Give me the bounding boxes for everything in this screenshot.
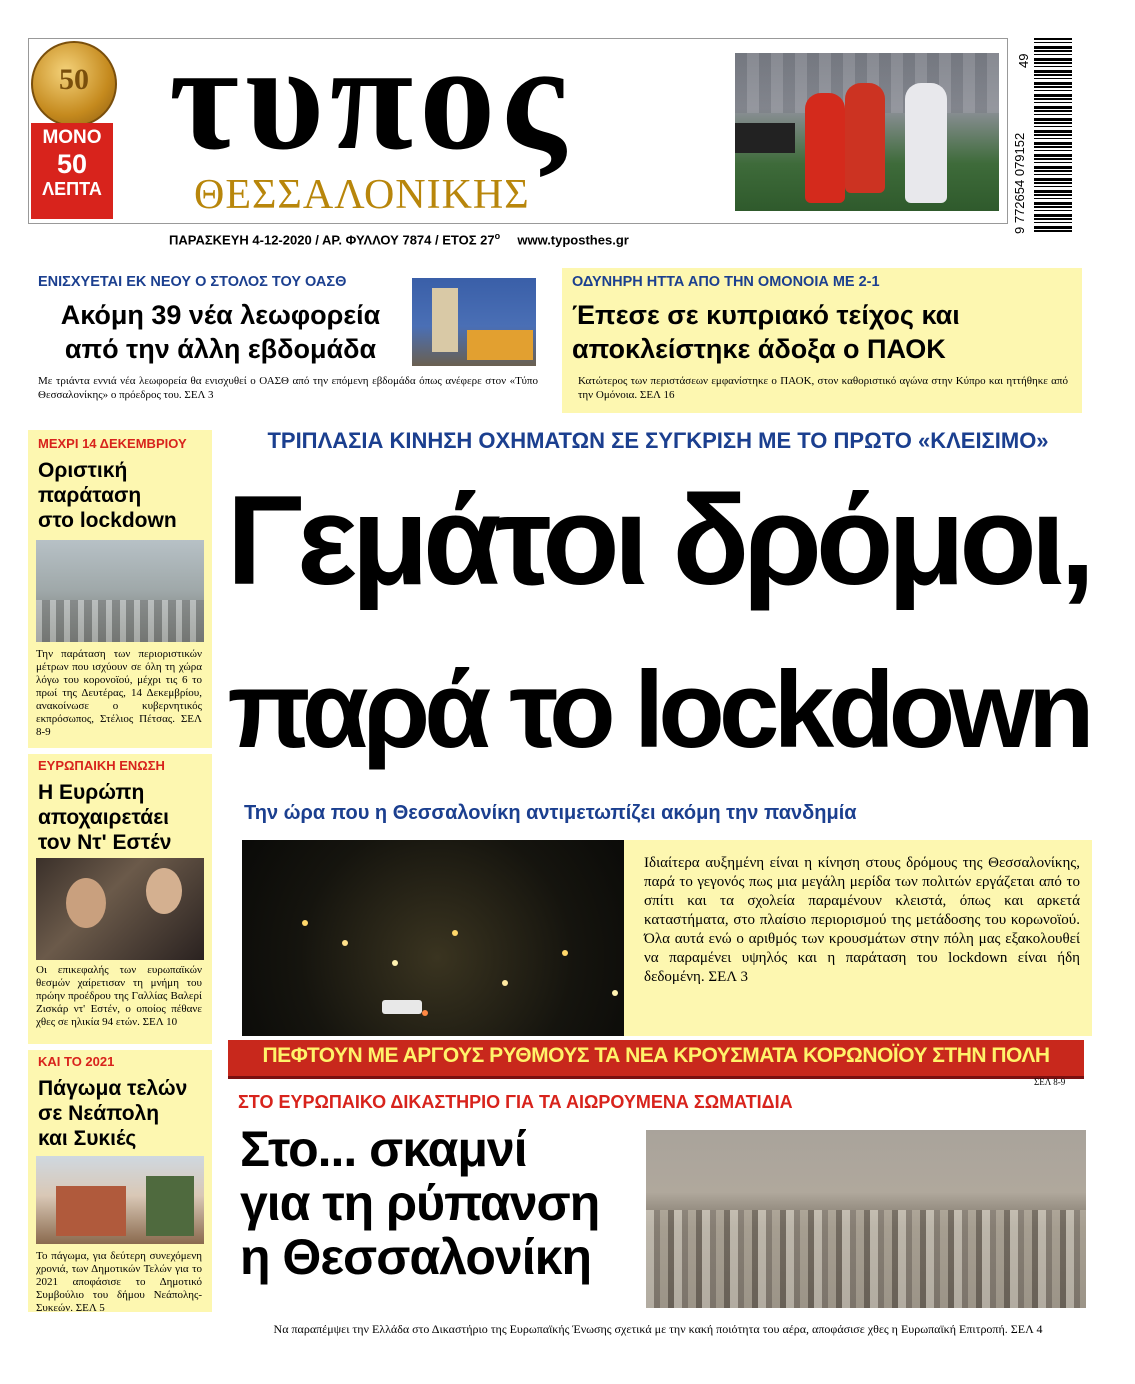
football-photo [735,53,999,211]
city-smog-photo [646,1130,1086,1308]
sidebar-1-headline-line-3: στο lockdown [38,509,177,532]
bottom-headline [240,1122,599,1284]
top-story-oasth[interactable] [28,268,553,413]
sidebar-3-headline-line-3: και Συκιές [38,1127,137,1150]
price-line-3: ΛΕΠΤΑ [42,179,102,199]
sidebar-story-destaing[interactable] [28,754,212,1044]
dateline-ordinal: ο [494,231,501,241]
newspaper-logo-sub: ΘΕΣΣΑΛΟΝΙΚΗΣ [194,172,530,218]
top-story-1-headline [28,298,413,366]
top-story-1-summary: Με τριάντα εννιά νέα λεωφορεία θα ενισχυθεί ο ΟΑΣΘ από την επόμενη εβδομάδα όπως ανέφερε στον «Τύπο Θεσσαλονίκης» ο πρόεδρος του. ΣΕΛ 3 [38,375,538,401]
masthead [28,13,1008,248]
night-traffic-photo [242,840,632,1036]
sidebar-2-headline-line-2: αποχαιρετάει [38,806,170,829]
barcode [1012,38,1072,238]
coin-image [31,41,117,127]
sidebar-3-kicker: ΚΑΙ ΤΟ 2021 [38,1054,115,1069]
bottom-story[interactable] [224,1086,1092,1342]
dateline-text: ΠΑΡΑΣΚΕΥΗ 4-12-2020 / ΑΡ. ΦΥΛΛΟΥ 7874 / ΕΤΟΣ 27 [169,232,495,248]
top-story-2-headline-line-2: αποκλείστηκε άδοξα ο ΠΑΟΚ [572,334,946,364]
sidebar-2-summary: Οι επικεφαλής των ευρωπαϊκών θεσμών χαίρετισαν τη μνήμη του πρώην προέδρου της Γαλλίας Βαλερί Ζισκάρ ντ' Εστέν, ο οποίος πέθανε χθες σε ηλικία 94 ετών. ΣΕΛ 10 [36,964,202,1028]
bottom-kicker: ΣΤΟ ΕΥΡΩΠΑΙΚΟ ΔΙΚΑΣΤΗΡΙΟ ΓΙΑ ΤΑ ΑΙΩΡΟΥΜΕΝΑ ΣΩΜΑΤΙΔΙΑ [238,1092,793,1112]
price-badge [31,123,113,219]
lead-headline-line-1: Γεμάτοι δρόμοι, [226,469,1090,611]
sidebar-1-kicker: ΜΕΧΡΙ 14 ΔΕΚΕΜΒΡΙΟΥ [38,436,187,451]
bottom-summary: Να παραπέμψει την Ελλάδα στο Δικαστήριο της Ευρωπαϊκής Ένωσης σχετικά με την κακή ποιότητα του αέρα, αποφάσισε χθες η Ευρωπαϊκή Επιτροπή. ΣΕΛ 4 [273,1322,1043,1336]
bottom-headline-line-3: η Θεσσαλονίκη [240,1229,592,1285]
barcode-issue: 49 [1016,53,1031,68]
lead-body: Ιδιαίτερα αυξημένη είναι η κίνηση στους δρόμους της Θεσσαλονίκης, παρά το γεγονός πως μια μεγάλη μερίδα των πολιτών εργάζεται από το σπίτι και τα σχολεία παραμένουν κλειστά, όπως και αρκετά καταστήματα, στο πλαίσιο περιορισμού της μετάδοσης του κορωνοϊού. Όλα αυτά ενώ ο αριθμός των κρουσμάτων στην πόλη μας εξακολουθεί να παραμένει υψηλός και η παράταση του lockdown είναι ήδη δεδομένη. ΣΕΛ 3 [644,855,1080,985]
bottom-headline-line-2: για τη ρύπανση [240,1175,600,1231]
sidebar-2-headline-line-3: τον Ντ' Εστέν [38,831,172,854]
website-link[interactable]: www.typosthes.gr [517,232,629,248]
sidebar-1-summary: Την παράταση των περιοριστικών μέτρων που ισχύουν σε όλη τη χώρα λόγω του κορονοϊού, μέχρι τις 6 το πρωί της Δευτέρας, 14 Δεκεμβρίου, ανακοίνωσε ο κυβερνητικός εκπρόσωπος, Στέλιος Πέτσας. ΣΕΛ 8-9 [36,648,202,738]
price-line-2: 50 [56,149,88,179]
top-story-1-headline-line-2: από την άλλη εβδομάδα [64,334,377,364]
white-tower-bus-photo [412,278,536,366]
bottom-headline-line-1: Στο... σκαμνί [240,1121,527,1177]
sidebar-3-headline-line-1: Πάγωμα τελών [38,1077,188,1100]
barcode-number: 9 772654 079152 [1012,132,1027,234]
covid-banner[interactable] [228,1040,1084,1079]
barcode-bars [1034,38,1072,234]
top-story-2-kicker: ΟΔΥΝΗΡΗ ΗΤΤΑ ΑΠΟ ΤΗΝ ΟΜΟΝΟΙΑ ΜΕ 2-1 [572,274,880,290]
dateline [169,231,629,247]
top-story-2-summary: Κατώτερος των περιστάσεων εμφανίστηκε ο ΠΑΟΚ, στον καθοριστικό αγώνα στην Κύπρο και ηττήθηκε από την Ομόνοια. ΣΕΛ 16 [578,375,1068,401]
empty-street-photo [36,540,204,642]
newspaper-logo: τυπος [169,13,572,181]
covid-banner-page-ref: ΣΕΛ 8-9 [1034,1077,1066,1087]
price-line-1: ΜΟΝΟ [42,127,102,148]
sidebar-3-summary: Το πάγωμα, για δεύτερη συνεχόμενη χρονιά, των Δημοτικών Τελών για το 2021 αποφάσισε το Δημοτικό Συμβούλιο του δήμου Νεάπολης- Συκεών. ΣΕΛ 5 [36,1250,202,1314]
coin-value: 50 [59,63,89,96]
sidebar-2-headline [38,780,171,855]
top-story-1-kicker: ΕΝΙΣΧΥΕΤΑΙ ΕΚ ΝΕΟΥ Ο ΣΤΟΛΟΣ ΤΟΥ ΟΑΣΘ [38,274,347,290]
top-story-2-headline [572,298,960,366]
lead-headline-line-2: παρά το lockdown [227,649,1089,771]
sidebar-2-kicker: ΕΥΡΩΠΑΙΚΗ ΕΝΩΣΗ [38,758,165,773]
covid-banner-text: ΠΕΦΤΟΥΝ ΜΕ ΑΡΓΟΥΣ ΡΥΘΜΟΥΣ ΤΑ ΝΕΑ ΚΡΟΥΣΜΑΤΑ ΚΟΡΩΝΟΪΟΥ ΣΤΗΝ ΠΟΛΗ [262,1044,1050,1067]
lead-subhead: Την ώρα που η Θεσσαλονίκη αντιμετωπίζει ακόμη την πανδημία [244,802,857,824]
top-story-paok[interactable] [562,268,1082,413]
sidebar-1-headline [38,458,177,533]
sidebar-3-headline [38,1076,187,1151]
sidebar-3-headline-line-2: σε Νεάπολη [38,1102,160,1125]
sidebar-1-headline-line-1: Οριστική [38,459,128,482]
lead-story[interactable] [224,424,1092,1034]
top-story-2-headline-line-1: Έπεσε σε κυπριακό τείχος και [572,300,960,330]
top-story-1-headline-line-1: Ακόμη 39 νέα λεωφορεία [60,300,381,330]
sidebar-2-headline-line-1: Η Ευρώπη [38,781,145,804]
sidebar-1-headline-line-2: παράταση [38,484,142,507]
sidebar-story-neapoli[interactable] [28,1050,212,1312]
giscard-photo [36,858,204,960]
sidebar-story-lockdown[interactable] [28,430,212,748]
town-hall-photo [36,1156,204,1244]
lead-body-box [624,840,1092,1036]
lead-kicker: ΤΡΙΠΛΑΣΙΑ ΚΙΝΗΣΗ ΟΧΗΜΑΤΩΝ ΣΕ ΣΥΓΚΡΙΣΗ ΜΕ ΤΟ ΠΡΩΤΟ «ΚΛΕΙΣΙΜΟ» [267,428,1049,453]
